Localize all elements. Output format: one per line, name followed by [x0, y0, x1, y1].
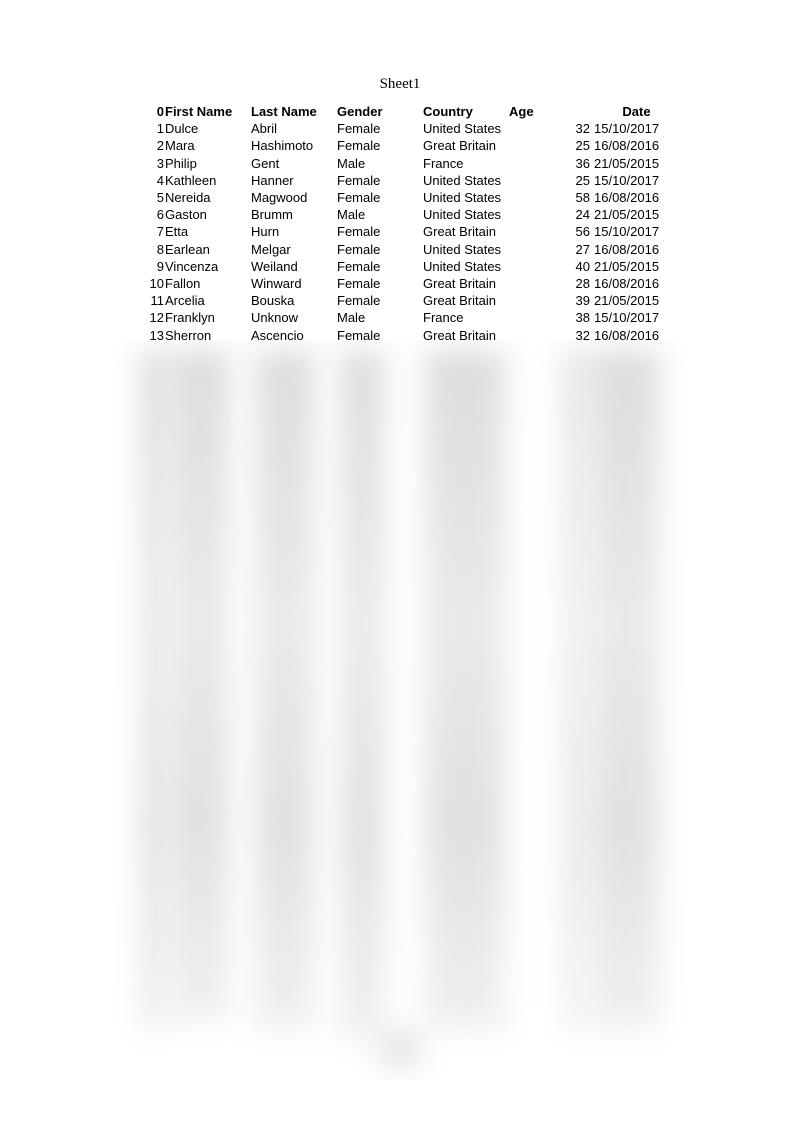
cell-age: 40 — [575, 258, 590, 274]
cell-date: 21/05/2015 — [594, 293, 660, 309]
cell-last-name: Melgar — [251, 241, 291, 257]
table-row — [140, 155, 679, 172]
header-age: Age — [509, 104, 534, 119]
blur-column — [340, 350, 385, 1040]
cell-country: United States — [423, 190, 502, 206]
blur-column — [140, 350, 170, 1030]
page-title: Sheet1 — [379, 76, 421, 92]
cell-last-name: Abril — [251, 121, 278, 137]
cell-index: 5 — [156, 190, 164, 206]
cell-index: 12 — [149, 310, 164, 326]
cell-country: United States — [423, 172, 502, 188]
cell-gender: Female — [337, 121, 381, 137]
cell-first-name: Gaston — [165, 207, 207, 223]
cell-last-name: Winward — [251, 276, 302, 292]
cell-gender: Female — [337, 258, 381, 274]
cell-date: 15/10/2017 — [594, 121, 660, 137]
table-row — [140, 223, 679, 240]
header-index: 0 — [156, 104, 164, 119]
cell-country: Great Britain — [423, 276, 496, 292]
cell-gender: Female — [337, 172, 381, 188]
table-row — [140, 120, 679, 137]
cell-age: 56 — [575, 224, 590, 240]
cell-date: 21/05/2015 — [594, 207, 660, 223]
cell-date: 21/05/2015 — [594, 155, 660, 171]
header-gender: Gender — [337, 104, 383, 119]
cell-country: Great Britain — [423, 327, 496, 340]
table-body — [140, 120, 679, 340]
cell-first-name: Philip — [165, 155, 197, 171]
header-last-name: Last Name — [251, 104, 317, 119]
cell-last-name: Hashimoto — [251, 138, 314, 154]
cell-age: 32 — [575, 327, 590, 340]
cell-date: 15/10/2017 — [594, 310, 660, 326]
cell-age: 58 — [575, 190, 590, 206]
cell-date: 16/08/2016 — [594, 138, 660, 154]
blur-column — [590, 350, 660, 1030]
cell-age: 39 — [575, 293, 590, 309]
cell-date: 16/08/2016 — [594, 327, 660, 340]
cell-age: 28 — [575, 276, 590, 292]
cell-last-name: Bouska — [251, 293, 295, 309]
cell-age: 24 — [575, 207, 590, 223]
cell-last-name: Gent — [251, 155, 280, 171]
cell-last-name: Hurn — [251, 224, 280, 240]
table-row — [140, 172, 679, 189]
cell-first-name: Etta — [165, 224, 189, 240]
cell-age: 25 — [575, 172, 590, 188]
cell-gender: Male — [337, 207, 366, 223]
header-first-name: First Name — [165, 104, 233, 119]
blur-column — [170, 350, 230, 1020]
header-row — [140, 103, 679, 120]
cell-index: 10 — [149, 276, 164, 292]
cell-gender: Female — [337, 327, 381, 340]
cell-last-name: Unknow — [251, 310, 298, 326]
cell-first-name: Vincenza — [165, 258, 219, 274]
spreadsheet-table-region — [140, 103, 680, 340]
table-row — [140, 292, 679, 309]
cell-gender: Female — [337, 190, 381, 206]
header-date: Date — [622, 104, 651, 119]
blurred-content — [110, 340, 700, 1080]
cell-age: 36 — [575, 155, 590, 171]
cell-age: 32 — [575, 121, 590, 137]
cell-last-name: Brumm — [251, 207, 293, 223]
data-table — [140, 103, 679, 340]
cell-age: 38 — [575, 310, 590, 326]
cell-index: 6 — [156, 207, 164, 223]
cell-first-name: Dulce — [165, 121, 199, 137]
cell-first-name: Mara — [165, 138, 195, 154]
cell-index: 1 — [156, 121, 164, 137]
cell-date: 16/08/2016 — [594, 276, 660, 292]
cell-first-name: Earlean — [165, 241, 210, 257]
blur-column — [255, 350, 315, 1030]
cell-first-name: Arcelia — [165, 293, 205, 309]
cell-index: 8 — [156, 241, 164, 257]
cell-gender: Female — [337, 276, 381, 292]
table-row — [140, 275, 679, 292]
cell-date: 16/08/2016 — [594, 241, 660, 257]
cell-country: France — [423, 155, 464, 171]
cell-last-name: Magwood — [251, 190, 308, 206]
cell-gender: Female — [337, 241, 381, 257]
cell-gender: Female — [337, 224, 381, 240]
table-row — [140, 137, 679, 154]
cell-index: 9 — [156, 258, 164, 274]
cell-first-name: Kathleen — [165, 172, 217, 188]
cell-date: 16/08/2016 — [594, 190, 660, 206]
cell-age: 25 — [575, 138, 590, 154]
table-row — [140, 258, 679, 275]
cell-country: United States — [423, 207, 502, 223]
cell-country: United States — [423, 121, 502, 137]
cell-country: France — [423, 310, 464, 326]
cell-index: 13 — [149, 327, 164, 340]
cell-country: United States — [423, 258, 502, 274]
cell-first-name: Nereida — [165, 190, 211, 206]
cell-index: 3 — [156, 155, 164, 171]
cell-gender: Male — [337, 155, 366, 171]
cell-country: United States — [423, 241, 502, 257]
cell-last-name: Ascencio — [251, 327, 304, 340]
cell-index: 4 — [156, 172, 164, 188]
cell-index: 7 — [156, 224, 164, 240]
cell-index: 11 — [150, 293, 164, 309]
cell-date: 15/10/2017 — [594, 224, 660, 240]
table-row — [140, 189, 679, 206]
cell-date: 21/05/2015 — [594, 258, 660, 274]
cell-gender: Female — [337, 138, 381, 154]
blur-column — [425, 350, 505, 1030]
blur-column — [380, 1030, 420, 1070]
cell-gender: Male — [337, 310, 366, 326]
cell-country: Great Britain — [423, 138, 496, 154]
cell-date: 15/10/2017 — [594, 172, 660, 188]
cell-first-name: Fallon — [165, 276, 201, 292]
header-country: Country — [423, 104, 473, 119]
cell-first-name: Sherron — [165, 327, 212, 340]
table-row — [140, 206, 679, 223]
table-row — [140, 327, 679, 340]
cell-country: Great Britain — [423, 224, 496, 240]
cell-gender: Female — [337, 293, 381, 309]
blur-column — [565, 350, 585, 1030]
cell-age: 27 — [575, 241, 590, 257]
table-row — [140, 309, 679, 326]
cell-first-name: Franklyn — [165, 310, 215, 326]
cell-last-name: Weiland — [251, 258, 298, 274]
cell-last-name: Hanner — [251, 172, 294, 188]
cell-index: 2 — [156, 138, 164, 154]
cell-country: Great Britain — [423, 293, 496, 309]
table-row — [140, 241, 679, 258]
